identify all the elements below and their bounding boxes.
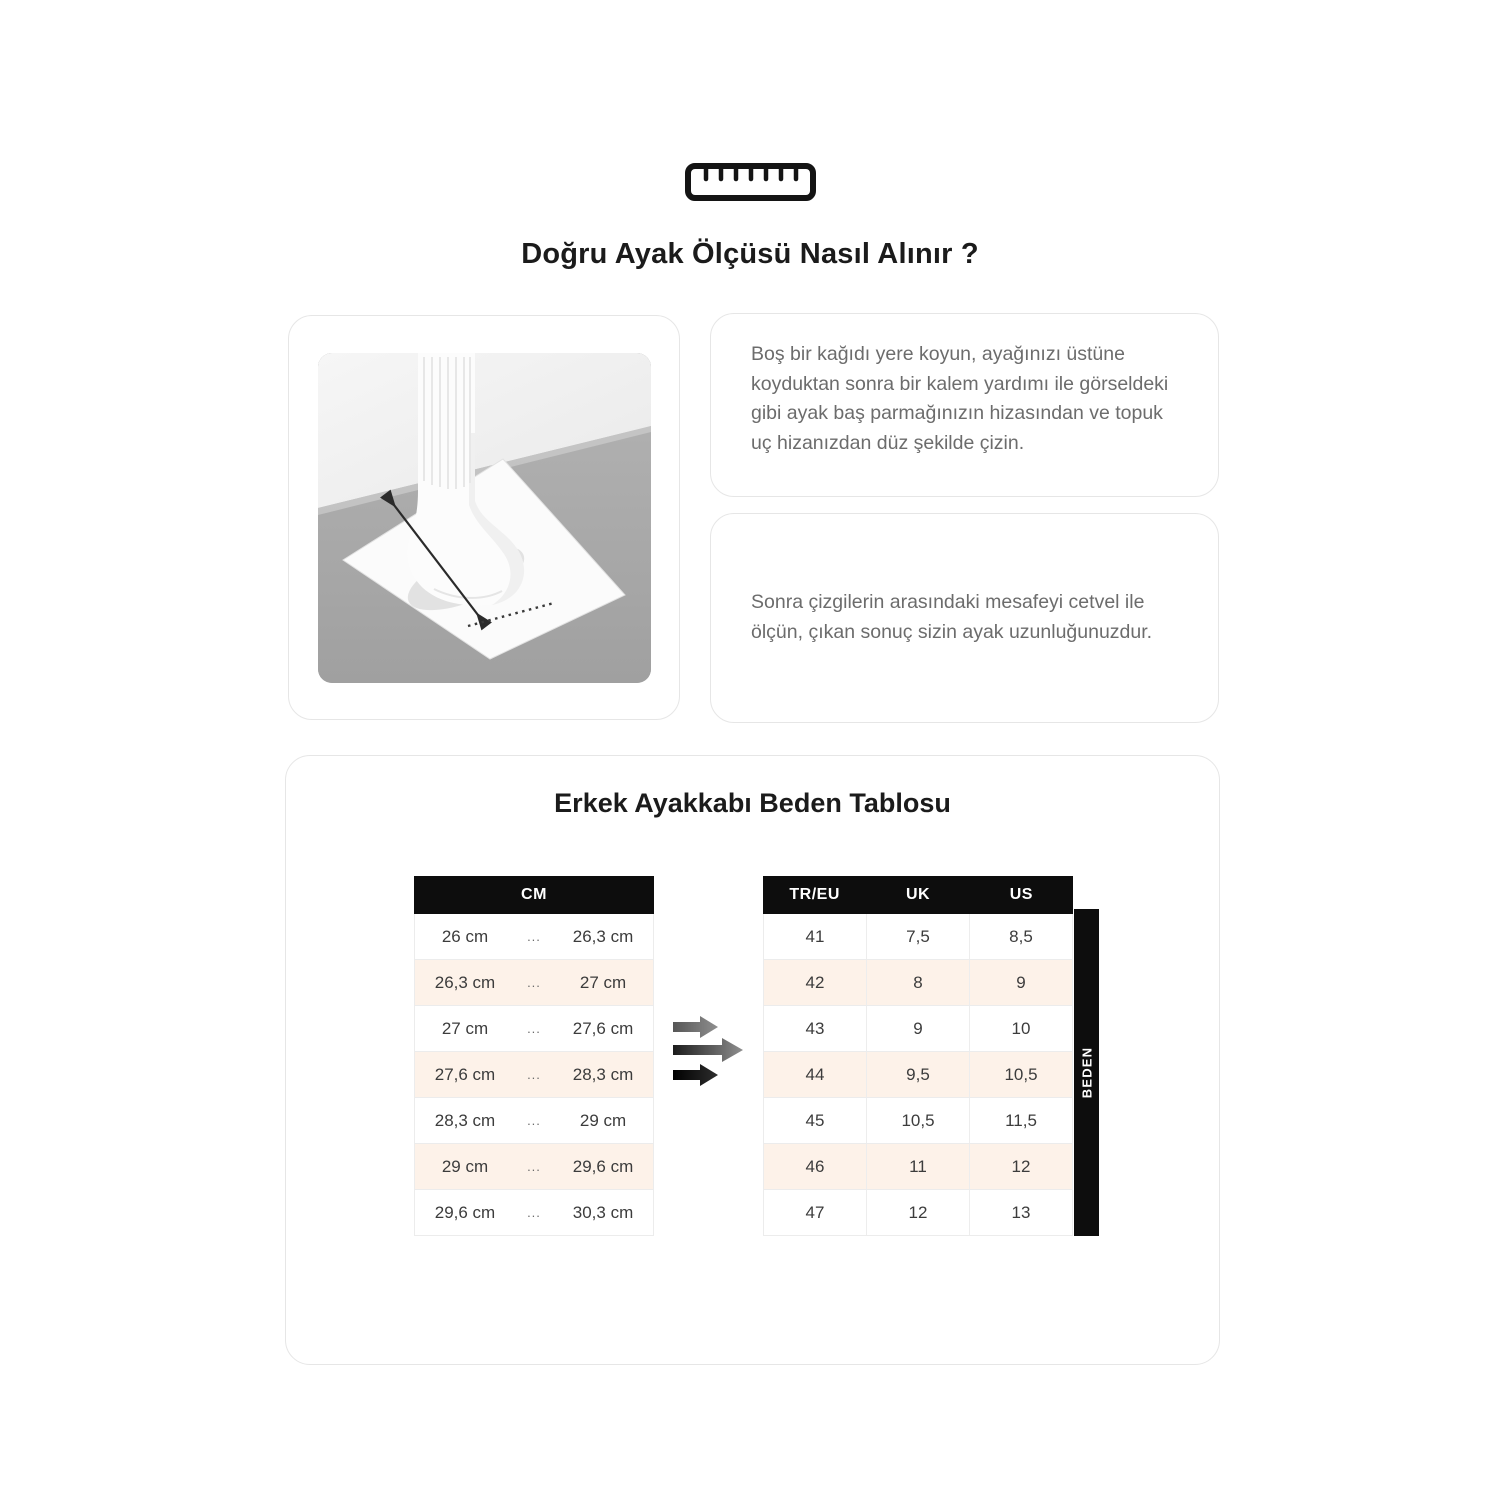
size-header-cell: TR/EU [789,886,840,903]
transfer-arrows-icon [669,1008,749,1093]
cm-cell: 26,3 cm [572,926,634,946]
cm-table-header: CM [414,876,654,914]
cm-cell: ... [527,975,541,990]
size-table-row [764,1098,1072,1144]
size-cell: 8 [866,960,969,1005]
cm-cell: 27 cm [441,1018,489,1038]
beden-side-bar [1074,909,1099,1236]
cm-cell: ... [527,1159,541,1174]
size-cell: 9,5 [866,1052,969,1097]
size-table-row [764,1144,1072,1190]
size-cell: 9 [866,1006,969,1051]
size-table-header [763,876,1073,914]
size-cell: 11,5 [969,1098,1072,1143]
cm-cell: 28,3 cm [572,1064,634,1084]
size-header-cell: US [1009,886,1033,903]
size-cell: 9 [969,960,1072,1005]
size-cell: 44 [805,1065,825,1084]
beden-side-label: BEDEN [1079,1046,1095,1099]
size-cell: 7,5 [866,914,969,959]
cm-table-row [415,1144,653,1190]
cm-cell: 30,3 cm [572,1202,634,1222]
cm-cell: 29 cm [579,1110,627,1130]
size-cell: 10 [969,1006,1072,1051]
cm-table-row [415,1006,653,1052]
size-cell: 43 [805,1019,825,1038]
size-cell: 10,5 [969,1052,1072,1097]
size-table-row [764,914,1072,960]
instruction-card-1 [710,313,1219,497]
size-cell: 13 [969,1190,1072,1235]
size-cell: 12 [866,1190,969,1235]
size-table-row [764,960,1072,1006]
cm-table-row [415,914,653,960]
size-cell: 47 [805,1203,825,1222]
cm-table-row [415,1052,653,1098]
size-cell: 45 [805,1111,825,1130]
cm-cell: ... [527,1113,541,1128]
size-cell: 46 [805,1157,825,1176]
size-cell: 11 [866,1144,969,1189]
size-cell: 8,5 [969,914,1072,959]
size-table-row [764,1052,1072,1098]
cm-table-row [415,1190,653,1235]
size-table-row [764,1006,1072,1052]
page-title: Doğru Ayak Ölçüsü Nasıl Alınır ? [521,238,979,270]
size-table-card [285,755,1220,1365]
cm-cell: ... [527,1021,541,1036]
size-cell: 12 [969,1144,1072,1189]
cm-cell: 27,6 cm [434,1064,496,1084]
instruction-step-1: Boş bir kağıdı yere koyun, ayağınızı üstüne koyduktan sonra bir kalem yardımı ile görseldeki gibi ayak baş parmağınızın hizasından ve topuk uç hizanızdan düz şekilde çizin. [751,343,1169,454]
cm-cell: 29,6 cm [572,1156,634,1176]
cm-table-row [415,1098,653,1144]
size-cell: 41 [805,927,825,946]
cm-table-row [415,960,653,1006]
international-size-table [763,876,1073,1236]
cm-table-rows [414,914,654,1236]
instruction-card-2 [710,513,1219,723]
cm-cell: ... [527,1205,541,1220]
cm-cell: 26 cm [441,926,489,946]
size-header-cell: UK [905,886,931,903]
size-table-title: Erkek Ayakkabı Beden Tablosu [554,788,951,818]
size-cell: 10,5 [866,1098,969,1143]
instruction-step-2: Sonra çizgilerin arasındaki mesafeyi cetvel ile ölçün, çıkan sonuç sizin ayak uzunluğunuzdur. [751,591,1153,643]
size-cell: 42 [805,973,825,992]
size-table-row [764,1190,1072,1235]
cm-table [414,876,654,1236]
cm-cell: 28,3 cm [434,1110,496,1130]
cm-cell: ... [527,1067,541,1082]
cm-cell: 26,3 cm [434,972,496,992]
size-table-rows [763,914,1073,1236]
cm-cell: 27,6 cm [572,1018,634,1038]
cm-cell: 29,6 cm [434,1202,496,1222]
foot-measurement-photo [318,353,651,683]
foot-photo-card [288,315,680,720]
cm-cell: 27 cm [579,972,627,992]
cm-cell: ... [527,929,541,944]
ruler-icon [0,162,1500,202]
cm-cell: 29 cm [441,1156,489,1176]
